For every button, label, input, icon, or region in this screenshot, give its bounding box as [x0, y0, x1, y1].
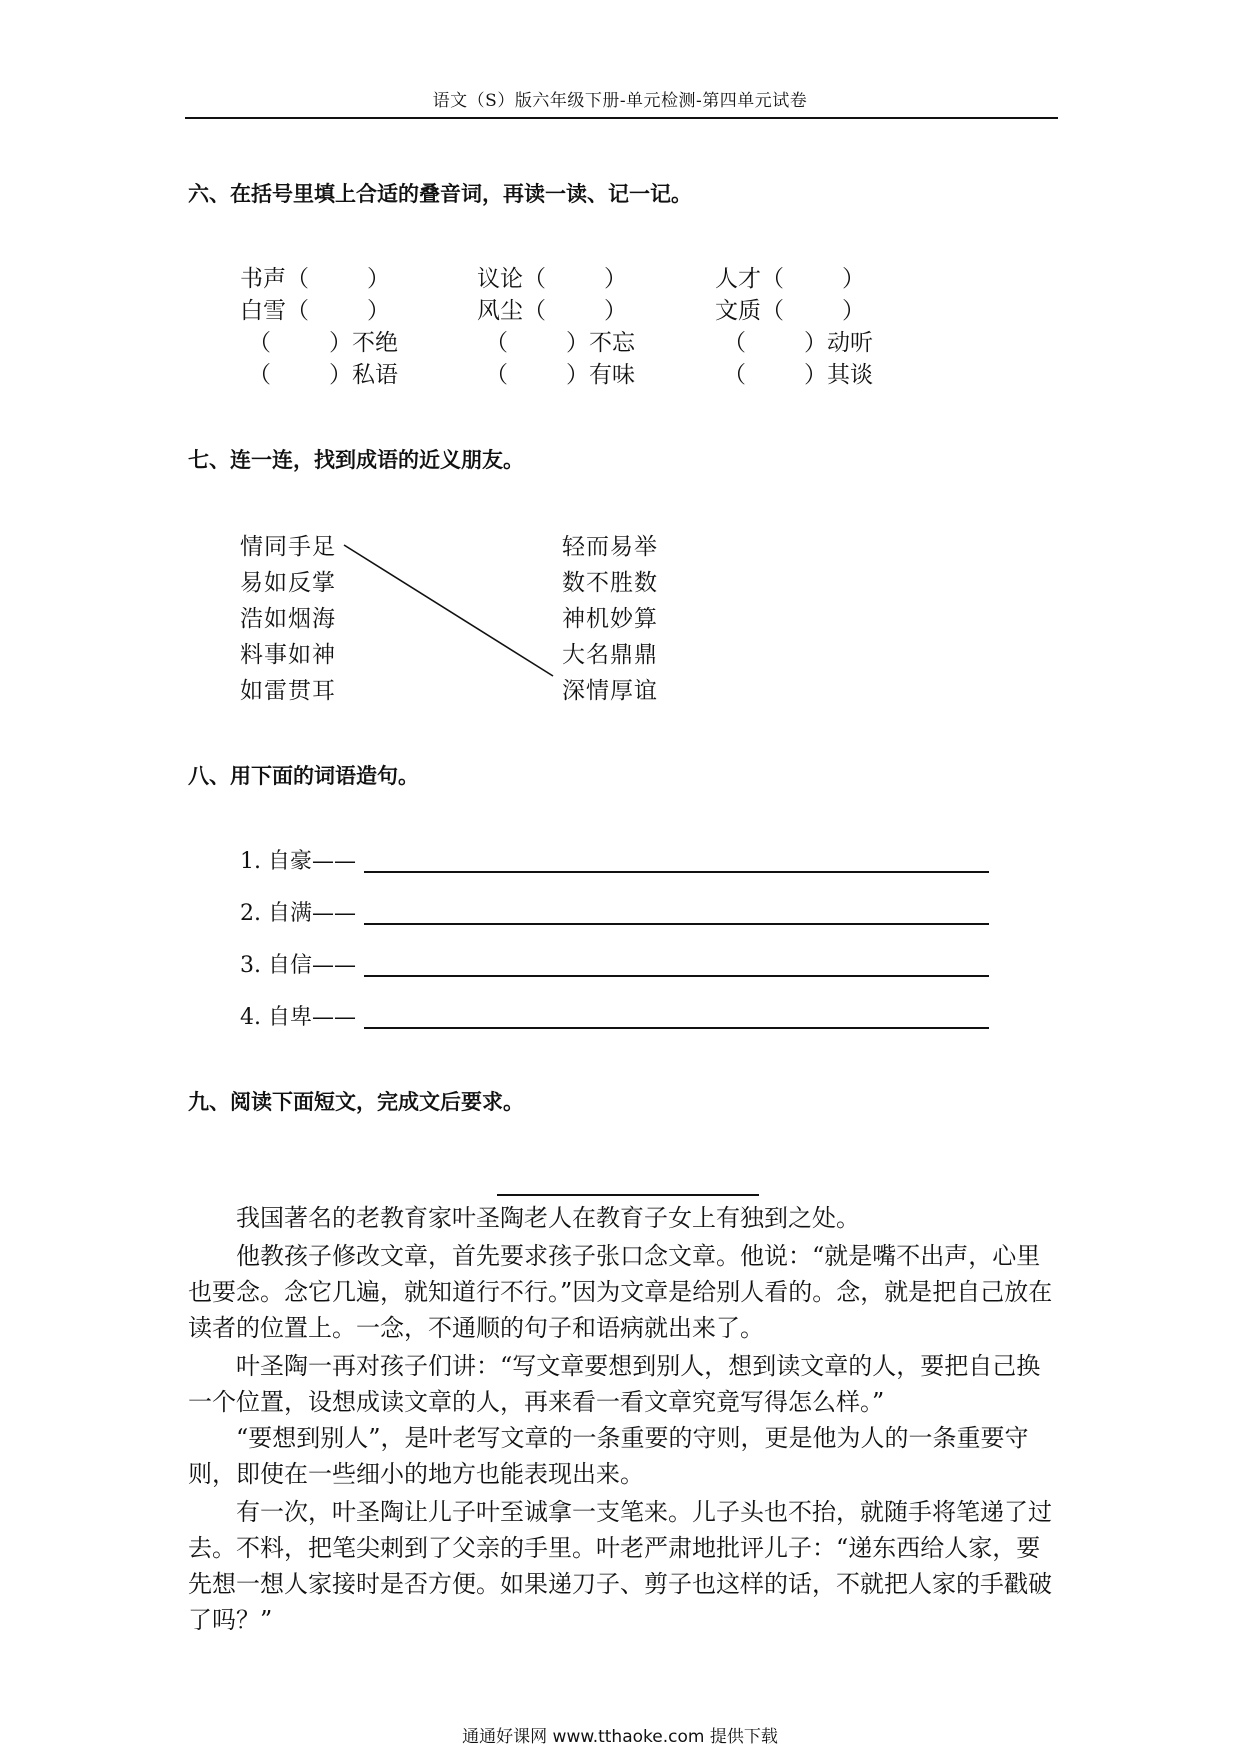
item-suffix: ）不绝	[329, 330, 398, 356]
item-prefix: （	[485, 362, 508, 388]
item-suffix: ）有味	[566, 362, 635, 388]
item-suffix: ）	[842, 298, 865, 324]
item-suffix: ）	[367, 298, 390, 324]
item-prefix: 文质（	[715, 298, 784, 324]
sentence-answer-line[interactable]	[364, 975, 989, 977]
idiom-left[interactable]: 料事如神	[240, 642, 336, 668]
item-suffix: ）私语	[329, 362, 398, 388]
item-suffix: ）	[367, 266, 390, 292]
passage-title-blank[interactable]	[497, 1194, 759, 1196]
idiom-left[interactable]: 易如反掌	[240, 570, 336, 596]
idiom-left[interactable]: 浩如烟海	[240, 606, 336, 632]
section-8-heading: 八、用下面的词语造句。	[188, 764, 419, 788]
idiom-right[interactable]: 轻而易举	[562, 534, 658, 560]
passage-paragraph: 他教孩子修改文章，首先要求孩子张口念文章。他说：“就是嘴不出声，心里也要念。念它几遍，就知道行不行。”因为文章是给别人看的。念，就是把自己放在读者的位置上。一念，不通顺的句子和语病就出来了。	[188, 1242, 1053, 1342]
item-prefix: （	[248, 330, 271, 356]
item-suffix: ）其谈	[804, 362, 873, 388]
item-suffix: ）	[842, 266, 865, 292]
item-prefix: （	[485, 330, 508, 356]
sentence-item-label: 2. 自满——	[240, 901, 356, 926]
item-suffix: ）不忘	[566, 330, 635, 356]
section-6-heading: 六、在括号里填上合适的叠音词，再读一读、记一记。	[188, 182, 692, 206]
passage-paragraph: “要想到别人”，是叶老写文章的一条重要的守则，更是他为人的一条重要守则，即使在一些细小的地方也能表现出来。	[188, 1424, 1029, 1488]
item-suffix: ）	[604, 266, 627, 292]
item-prefix: 议论（	[477, 266, 546, 292]
section-7-heading: 七、连一连，找到成语的近义朋友。	[188, 448, 524, 472]
passage-paragraph: 我国著名的老教育家叶圣陶老人在教育子女上有独到之处。	[236, 1204, 860, 1232]
item-prefix: 人才（	[715, 266, 784, 292]
sentence-item-label: 1. 自豪——	[240, 849, 356, 874]
page-header-title: 语文（S）版六年级下册-单元检测-第四单元试卷	[432, 91, 808, 111]
section-9-heading: 九、阅读下面短文，完成文后要求。	[188, 1090, 524, 1114]
item-suffix: ）动听	[804, 330, 873, 356]
sentence-answer-line[interactable]	[364, 923, 989, 925]
idiom-right[interactable]: 数不胜数	[562, 570, 658, 596]
item-prefix: 风尘（	[477, 298, 546, 324]
sentence-answer-line[interactable]	[364, 1027, 989, 1029]
idiom-left[interactable]: 情同手足	[240, 534, 336, 560]
item-prefix: 书声（	[240, 266, 309, 292]
example-connector-line	[344, 545, 553, 676]
sentence-answer-line[interactable]	[364, 871, 989, 873]
page-footer: 通通好课网 www.tthaoke.com 提供下载	[462, 1727, 778, 1747]
idiom-right[interactable]: 神机妙算	[562, 606, 658, 632]
sentence-item-label: 3. 自信——	[240, 953, 356, 978]
item-suffix: ）	[604, 298, 627, 324]
idiom-right[interactable]: 深情厚谊	[562, 678, 658, 704]
item-prefix: （	[723, 330, 746, 356]
item-prefix: （	[723, 362, 746, 388]
sentence-item-label: 4. 自卑——	[240, 1005, 356, 1030]
passage-paragraph: 有一次，叶圣陶让儿子叶至诚拿一支笔来。儿子头也不抬，就随手将笔递了过去。不料，把笔尖刺到了父亲的手里。叶老严肃地批评儿子：“递东西给人家，要先想一想人家接时是否方便。如果递刀子、剪子也这样的话，不就把人家的手戳破了吗？”	[188, 1498, 1052, 1634]
idiom-left[interactable]: 如雷贯耳	[240, 678, 336, 704]
idiom-right[interactable]: 大名鼎鼎	[562, 642, 658, 668]
item-prefix: 白雪（	[240, 298, 309, 324]
passage-paragraph: 叶圣陶一再对孩子们讲：“写文章要想到别人，想到读文章的人，要把自己换一个位置，设想成读文章的人，再来看一看文章究竟写得怎么样。”	[188, 1352, 1041, 1416]
item-prefix: （	[248, 362, 271, 388]
